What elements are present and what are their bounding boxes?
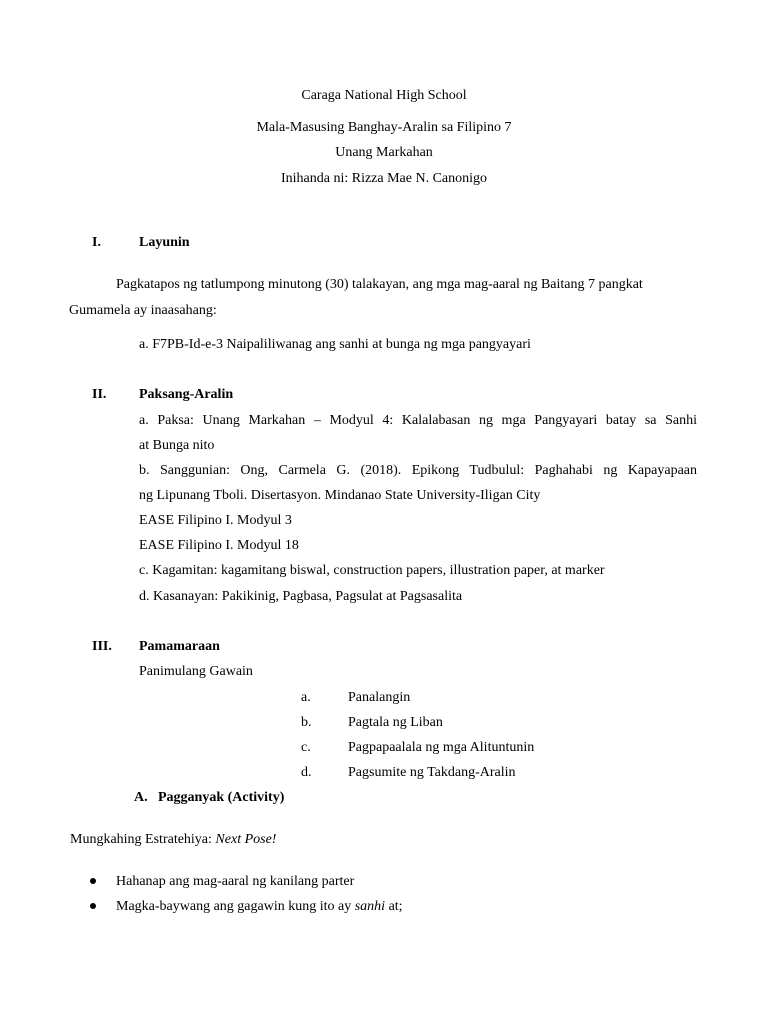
list-item-letter: d. — [301, 765, 312, 780]
section-2-ease-2: EASE Filipino I. Modyul 18 — [139, 538, 299, 553]
section-1-paragraph-line1: Pagkatapos ng tatlumpong minutong (30) talakayan, ang mga mag-aaral ng Baitang 7 pangkat — [116, 277, 643, 292]
section-3-subheading: Panimulang Gawain — [139, 664, 253, 679]
strategy-line — [70, 831, 276, 849]
section-2-item-b-line1: b. Sanggunian: Ong, Carmela G. (2018). Epikong Tudbulul: Paghahabi ng Kapayapaan — [139, 463, 697, 478]
subsection-a-label: A. — [134, 790, 148, 805]
section-2-item-d: d. Kasanayan: Pakikinig, Pagbasa, Pagsulat at Pagsasalita — [139, 589, 463, 604]
bullet-item-2-end: at; — [385, 899, 403, 914]
list-item-text: Panalangin — [348, 690, 411, 705]
strategy-name: Next Pose! — [215, 832, 277, 847]
section-2-ease-1: EASE Filipino I. Modyul 3 — [139, 513, 292, 528]
bullet-item-1: Hahanap ang mag-aaral ng kanilang parter — [116, 874, 355, 889]
list-item-text: Pagsumite ng Takdang-Aralin — [348, 765, 516, 780]
bullet-item-2 — [116, 898, 403, 916]
section-2-numeral: II. — [92, 387, 107, 402]
bullet-icon — [90, 877, 98, 885]
lesson-plan-title: Mala-Masusing Banghay-Aralin sa Filipino 7 — [256, 120, 512, 135]
bullet-item-2-emphasis: sanhi — [354, 899, 386, 914]
quarter-label: Unang Markahan — [335, 145, 433, 160]
section-2-heading: Paksang-Aralin — [139, 387, 234, 402]
bullet-icon — [90, 902, 98, 910]
list-item-letter: a. — [301, 690, 311, 705]
list-item-text: Pagpapaalala ng mga Alituntunin — [348, 740, 535, 755]
list-item-letter: b. — [301, 715, 312, 730]
section-3-numeral: III. — [92, 639, 112, 654]
bullet-item-2-text: Magka-baywang ang gagawin kung ito ay — [116, 899, 355, 914]
section-1-paragraph-line2: Gumamela ay inaasahang: — [69, 303, 217, 318]
section-2-item-a-line2: at Bunga nito — [139, 438, 215, 453]
prepared-by: Inihanda ni: Rizza Mae N. Canonigo — [280, 171, 488, 186]
section-1-numeral: I. — [92, 235, 101, 250]
list-item-text: Pagtala ng Liban — [348, 715, 443, 730]
section-1-item-a: a. F7PB-Id-e-3 Naipaliliwanag ang sanhi at bunga ng mga pangyayari — [139, 337, 531, 352]
school-name: Caraga National High School — [301, 88, 467, 103]
section-2-item-c: c. Kagamitan: kagamitang biswal, construction papers, illustration paper, at marker — [139, 563, 605, 578]
section-1-heading: Layunin — [139, 235, 190, 250]
section-2-item-b-line2: ng Lipunang Tboli. Disertasyon. Mindanao State University-Iligan City — [139, 488, 541, 503]
section-3-heading: Pamamaraan — [139, 639, 220, 654]
section-2-item-a-line1: a. Paksa: Unang Markahan – Modyul 4: Kalalabasan ng mga Pangyayari batay sa Sanhi — [139, 413, 697, 428]
strategy-label: Mungkahing Estratehiya: — [70, 832, 216, 847]
list-item-letter: c. — [301, 740, 311, 755]
subsection-a-heading: Pagganyak (Activity) — [158, 790, 285, 805]
